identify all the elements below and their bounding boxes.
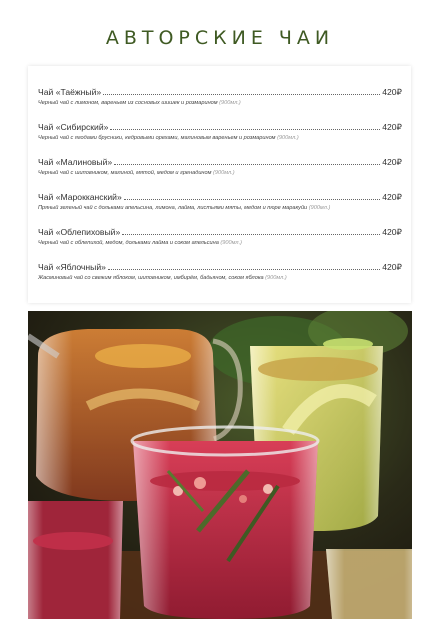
page-title: АВТОРСКИЕ ЧАИ xyxy=(105,27,335,49)
item-price: 420₽ xyxy=(382,192,402,202)
item-description: Черный чай с ягодами брусники, кедровыми орехами, малиновым вареньем и розмарином xyxy=(38,135,276,141)
item-name: Чай «Марокканский» xyxy=(38,192,122,202)
leader-dots xyxy=(110,128,380,130)
item-price: 420₽ xyxy=(382,262,402,272)
item-volume: (900мл.) xyxy=(219,100,241,106)
item-volume: (900мл.) xyxy=(308,205,331,211)
tea-glasses-photo xyxy=(28,311,412,619)
menu-item xyxy=(38,227,402,248)
item-description: Черный чай с шиповником, малиной, мятой, медом и гренадином xyxy=(38,170,212,176)
item-price: 420₽ xyxy=(382,87,402,97)
item-name: Чай «Яблочный» xyxy=(38,262,106,272)
item-description: Черный чай с лимоном, вареньем из сосновых шишек и розмарином xyxy=(38,100,218,106)
item-volume: (900мл.) xyxy=(277,135,299,141)
menu-item xyxy=(38,262,402,283)
item-description: Жасминовый чай со свежим яблоком, шиповником, имбирём, бадьяном, соком яблока xyxy=(38,275,264,281)
leader-dots xyxy=(103,93,380,95)
item-volume: (900мл.) xyxy=(220,240,242,246)
item-name: Чай «Облепиховый» xyxy=(38,227,121,237)
item-name: Чай «Таёжный» xyxy=(38,87,102,97)
item-price: 420₽ xyxy=(382,157,402,167)
leader-dots xyxy=(124,198,380,200)
leader-dots xyxy=(108,268,380,270)
tea-menu-list xyxy=(28,66,411,303)
leader-dots xyxy=(114,163,380,165)
item-volume: (900мл.) xyxy=(213,170,235,176)
item-name: Чай «Сибирский» xyxy=(38,122,109,132)
menu-item xyxy=(38,157,402,178)
item-volume: (900мл.) xyxy=(265,275,287,281)
item-price: 420₽ xyxy=(382,122,402,132)
leader-dots xyxy=(122,233,380,235)
item-name: Чай «Малиновый» xyxy=(38,157,113,167)
item-description: Пряный зеленый чай с дольками апельсина, лимона, лайма, листьями мяты, медом и пюре маракуйи xyxy=(38,205,308,211)
item-description: Черный чай с облепихой, медом, дольками лайма и соком апельсина xyxy=(38,240,219,246)
menu-item xyxy=(38,87,402,108)
menu-item xyxy=(38,192,402,213)
item-price: 420₽ xyxy=(382,227,402,237)
menu-item xyxy=(38,122,402,143)
